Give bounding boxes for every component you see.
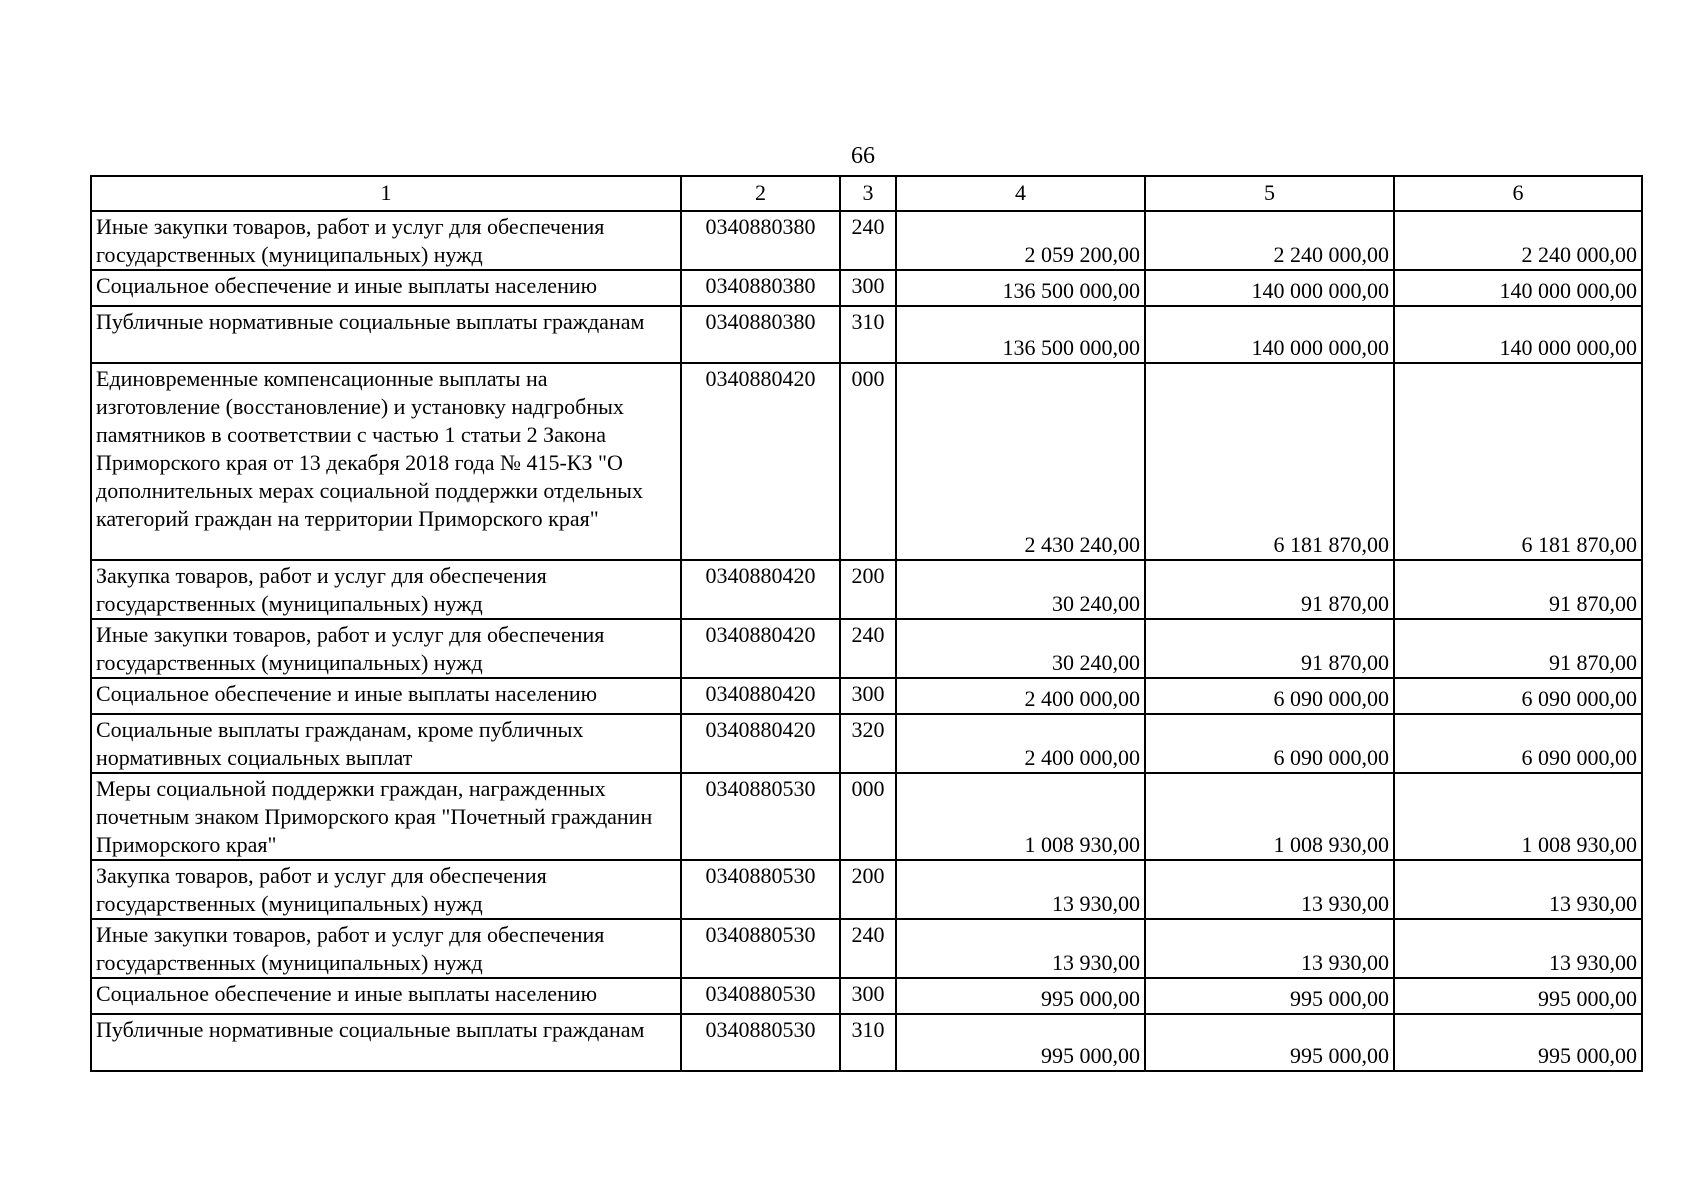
row-amount-col4: 2 430 240,00 [896, 363, 1145, 560]
row-expense-type: 300 [840, 978, 896, 1014]
table-row [91, 211, 1642, 270]
row-amount-col4: 995 000,00 [896, 978, 1145, 1014]
row-target-code: 0340880420 [681, 363, 840, 560]
row-expense-type: 240 [840, 619, 896, 678]
row-amount-col5: 13 930,00 [1145, 919, 1394, 978]
table-row [91, 306, 1642, 363]
table-row [91, 978, 1642, 1014]
column-header-6: 6 [1394, 176, 1642, 211]
row-amount-col5: 995 000,00 [1145, 978, 1394, 1014]
row-amount-col4: 2 059 200,00 [896, 211, 1145, 270]
row-target-code: 0340880420 [681, 678, 840, 714]
row-amount-col6: 995 000,00 [1394, 978, 1642, 1014]
row-amount-col4: 30 240,00 [896, 619, 1145, 678]
row-amount-col6: 13 930,00 [1394, 919, 1642, 978]
budget-table [90, 175, 1643, 1072]
row-description: Социальные выплаты гражданам, кроме публичных нормативных социальных выплат [91, 714, 681, 773]
row-amount-col5: 1 008 930,00 [1145, 773, 1394, 860]
row-description: Закупка товаров, работ и услуг для обеспечения государственных (муниципальных) нужд [91, 560, 681, 619]
page-number: 66 [851, 143, 875, 169]
row-amount-col5: 6 181 870,00 [1145, 363, 1394, 560]
row-description: Иные закупки товаров, работ и услуг для обеспечения государственных (муниципальных) нужд [91, 619, 681, 678]
row-amount-col5: 2 240 000,00 [1145, 211, 1394, 270]
row-target-code: 0340880380 [681, 211, 840, 270]
row-amount-col5: 6 090 000,00 [1145, 714, 1394, 773]
row-amount-col5: 140 000 000,00 [1145, 306, 1394, 363]
row-description: Иные закупки товаров, работ и услуг для обеспечения государственных (муниципальных) нужд [91, 211, 681, 270]
row-description: Иные закупки товаров, работ и услуг для обеспечения государственных (муниципальных) нужд [91, 919, 681, 978]
row-expense-type: 300 [840, 678, 896, 714]
table-row [91, 270, 1642, 306]
row-amount-col4: 2 400 000,00 [896, 714, 1145, 773]
row-description: Публичные нормативные социальные выплаты гражданам [91, 306, 681, 363]
row-description: Социальное обеспечение и иные выплаты населению [91, 678, 681, 714]
row-target-code: 0340880530 [681, 978, 840, 1014]
row-expense-type: 240 [840, 919, 896, 978]
column-header-2: 2 [681, 176, 840, 211]
table-row [91, 619, 1642, 678]
row-amount-col5: 995 000,00 [1145, 1014, 1394, 1071]
row-target-code: 0340880530 [681, 1014, 840, 1071]
row-expense-type: 320 [840, 714, 896, 773]
row-amount-col6: 2 240 000,00 [1394, 211, 1642, 270]
row-amount-col6: 995 000,00 [1394, 1014, 1642, 1071]
row-amount-col5: 6 090 000,00 [1145, 678, 1394, 714]
table-row [91, 919, 1642, 978]
row-target-code: 0340880420 [681, 714, 840, 773]
row-amount-col6: 1 008 930,00 [1394, 773, 1642, 860]
row-target-code: 0340880420 [681, 560, 840, 619]
row-amount-col4: 2 400 000,00 [896, 678, 1145, 714]
table-row [91, 860, 1642, 919]
row-target-code: 0340880380 [681, 306, 840, 363]
row-description: Социальное обеспечение и иные выплаты населению [91, 270, 681, 306]
row-amount-col6: 91 870,00 [1394, 560, 1642, 619]
row-amount-col6: 140 000 000,00 [1394, 306, 1642, 363]
row-amount-col4: 136 500 000,00 [896, 306, 1145, 363]
row-amount-col4: 1 008 930,00 [896, 773, 1145, 860]
column-header-3: 3 [840, 176, 896, 211]
row-description: Единовременные компенсационные выплаты на изготовление (восстановление) и установку надгробных памятников в соответствии с частью 1 статьи 2 Закона Приморского края от 13 декабря 2018 года № 415-КЗ "О дополнительных мерах социальной поддержки отдельных категорий граждан на территории Приморского края" [91, 363, 681, 560]
row-amount-col5: 13 930,00 [1145, 860, 1394, 919]
row-expense-type: 310 [840, 1014, 896, 1071]
row-expense-type: 200 [840, 560, 896, 619]
row-description: Социальное обеспечение и иные выплаты населению [91, 978, 681, 1014]
table-row [91, 363, 1642, 560]
table-row [91, 560, 1642, 619]
column-header-1: 1 [91, 176, 681, 211]
row-amount-col5: 91 870,00 [1145, 619, 1394, 678]
row-expense-type: 300 [840, 270, 896, 306]
row-target-code: 0340880530 [681, 773, 840, 860]
table-row [91, 714, 1642, 773]
row-target-code: 0340880420 [681, 619, 840, 678]
row-expense-type: 310 [840, 306, 896, 363]
row-amount-col6: 6 090 000,00 [1394, 714, 1642, 773]
row-target-code: 0340880380 [681, 270, 840, 306]
row-description: Закупка товаров, работ и услуг для обеспечения государственных (муниципальных) нужд [91, 860, 681, 919]
table-row [91, 773, 1642, 860]
table-row [91, 678, 1642, 714]
table-row [91, 1014, 1642, 1071]
table-header-row [91, 176, 1642, 211]
row-target-code: 0340880530 [681, 860, 840, 919]
row-amount-col4: 13 930,00 [896, 919, 1145, 978]
row-amount-col4: 136 500 000,00 [896, 270, 1145, 306]
row-amount-col6: 13 930,00 [1394, 860, 1642, 919]
row-amount-col6: 6 181 870,00 [1394, 363, 1642, 560]
row-expense-type: 200 [840, 860, 896, 919]
row-amount-col6: 140 000 000,00 [1394, 270, 1642, 306]
row-amount-col5: 91 870,00 [1145, 560, 1394, 619]
row-description: Меры социальной поддержки граждан, награжденных почетным знаком Приморского края "Почетный гражданин Приморского края" [91, 773, 681, 860]
row-amount-col5: 140 000 000,00 [1145, 270, 1394, 306]
row-amount-col4: 30 240,00 [896, 560, 1145, 619]
row-amount-col4: 995 000,00 [896, 1014, 1145, 1071]
row-description: Публичные нормативные социальные выплаты гражданам [91, 1014, 681, 1071]
row-amount-col4: 13 930,00 [896, 860, 1145, 919]
column-header-4: 4 [896, 176, 1145, 211]
row-target-code: 0340880530 [681, 919, 840, 978]
row-expense-type: 000 [840, 773, 896, 860]
column-header-5: 5 [1145, 176, 1394, 211]
row-expense-type: 240 [840, 211, 896, 270]
row-amount-col6: 91 870,00 [1394, 619, 1642, 678]
row-expense-type: 000 [840, 363, 896, 560]
row-amount-col6: 6 090 000,00 [1394, 678, 1642, 714]
